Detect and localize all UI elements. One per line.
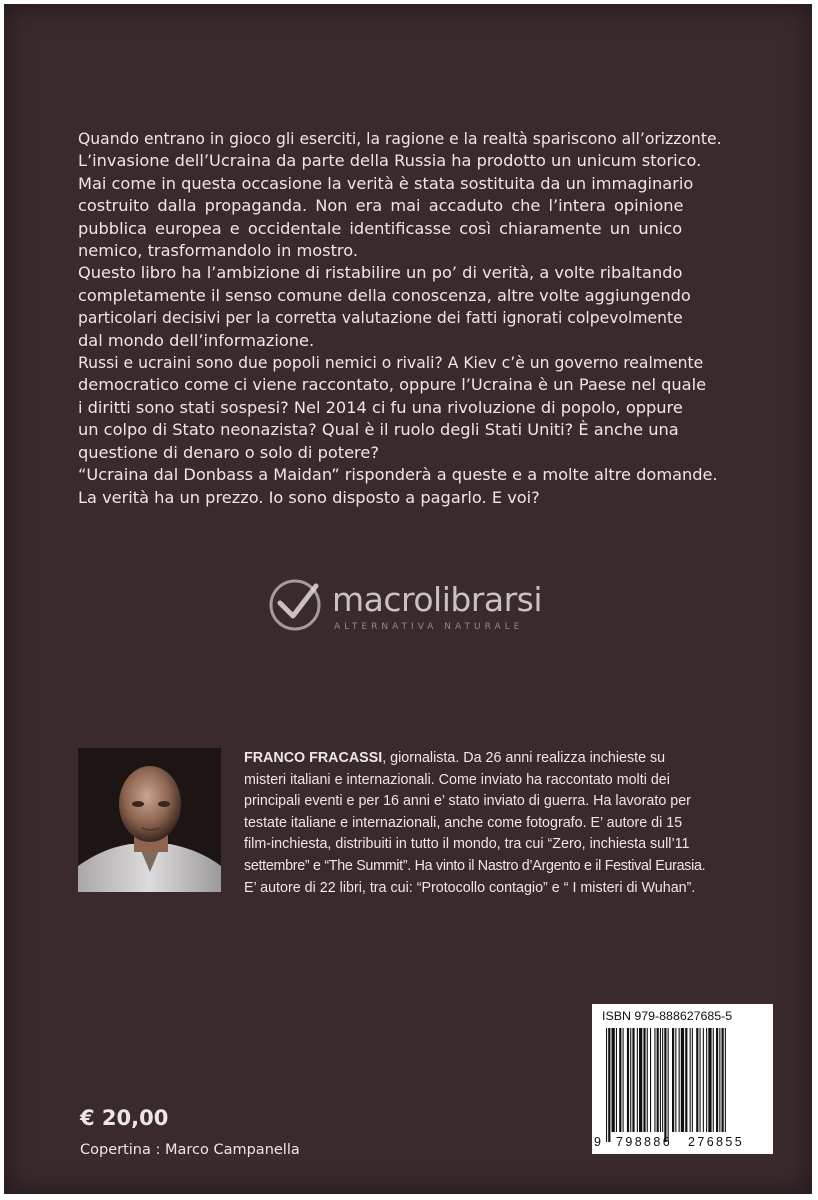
- bio-line: , giornalista. Da 26 anni realizza inchieste su: [382, 750, 666, 766]
- blurb-line: dal mondo dell’informazione.: [78, 330, 315, 350]
- bio-line: film-inchiesta, distribuiti in tutto il mondo, tra cui “Zero, inchiesta sull’11: [244, 836, 690, 853]
- blurb-line: L’invasione dell’Ucraina da parte della Russia ha prodotto un unicum storico.: [78, 151, 702, 171]
- bio-line-first: [244, 748, 774, 770]
- blurb-line: pubblica europea e occidentale identificasse così chiaramente un unico: [78, 218, 683, 238]
- bio-line: misteri italiani e internazionali. Come inviato ha raccontato molti dei: [244, 771, 670, 788]
- blurb-line: completamente il senso comune della conoscenza, altre volte aggiungendo: [78, 285, 691, 305]
- blurb-text: [78, 128, 778, 509]
- blurb-line: particolari decisivi per la corretta valutazione dei fatti ignorati colpevolmente: [78, 309, 683, 328]
- book-back-cover: [4, 4, 812, 1194]
- blurb-line: i diritti sono stati sospesi? Nel 2014 ci fu una rivoluzione di popolo, oppure: [78, 397, 683, 417]
- barcode-bars: [600, 1028, 765, 1146]
- barcode-digit-first: 9: [594, 1135, 601, 1149]
- blurb-line: questione di denaro o solo di potere?: [78, 442, 379, 462]
- watermark-tagline: ALTERNATIVA NATURALE: [334, 622, 524, 632]
- blurb-line: democratico come ci viene raccontato, oppure l’Ucraina è un Paese nel quale: [78, 375, 707, 395]
- watermark-name: macrolibrarsi: [332, 580, 543, 619]
- bio-line: E’ autore di 22 libri, tra cui: “Protocollo contagio” e “ I misteri di Wuhan”.: [244, 879, 696, 896]
- barcode-digits-right: 276855: [688, 1135, 745, 1149]
- blurb-line: La verità ha un prezzo. Io sono disposto a pagarlo. E voi?: [78, 487, 540, 507]
- blurb-line: nemico, trasformandolo in mostro.: [78, 241, 359, 261]
- barcode-digits-left: 798886: [616, 1135, 673, 1149]
- author-bio: [244, 748, 774, 899]
- blurb-line: costruito dalla propaganda. Non era mai accaduto che l’intera opinione: [78, 196, 684, 216]
- blurb-line: Russi e ucraini sono due popoli nemici o rivali? A Kiev c’è un governo realmente: [78, 354, 704, 373]
- blurb-line: “Ucraina dal Donbass a Maidan” risponderà a queste e a molte altre domande.: [78, 465, 718, 485]
- author-name: FRANCO FRACASSI: [244, 750, 383, 766]
- blurb-line: un colpo di Stato neonazista? Qual è il ruolo degli Stati Uniti? È anche una: [78, 420, 679, 440]
- author-photo: [78, 748, 221, 892]
- cover-credits: Copertina : Marco Campanella: [80, 1142, 300, 1158]
- price: € 20,00: [80, 1106, 169, 1130]
- isbn-label: ISBN 979-888627685-5: [602, 1009, 733, 1023]
- blurb-line: Mai come in questa occasione la verità è stata sostituita da un immaginario: [78, 173, 694, 193]
- bio-line: settembre” e “The Summit”. Ha vinto il Nastro d’Argento e il Festival Eurasia.: [244, 857, 706, 874]
- blurb-line: Quando entrano in gioco gli eserciti, la ragione e la realtà spariscono all’orizzonte.: [78, 130, 722, 148]
- watermark: [266, 576, 566, 636]
- bio-line: principali eventi e per 16 anni e’ stato inviato di guerra. Ha lavorato per: [244, 793, 691, 810]
- leaf-checkmark-icon: [266, 576, 328, 634]
- isbn-barcode: [592, 1004, 773, 1154]
- bio-line: testate italiane e internazionali, anche come fotografo. E’ autore di 15: [244, 814, 683, 831]
- blurb-line: Questo libro ha l’ambizione di ristabilire un po’ di verità, a volte ribaltando: [78, 263, 683, 283]
